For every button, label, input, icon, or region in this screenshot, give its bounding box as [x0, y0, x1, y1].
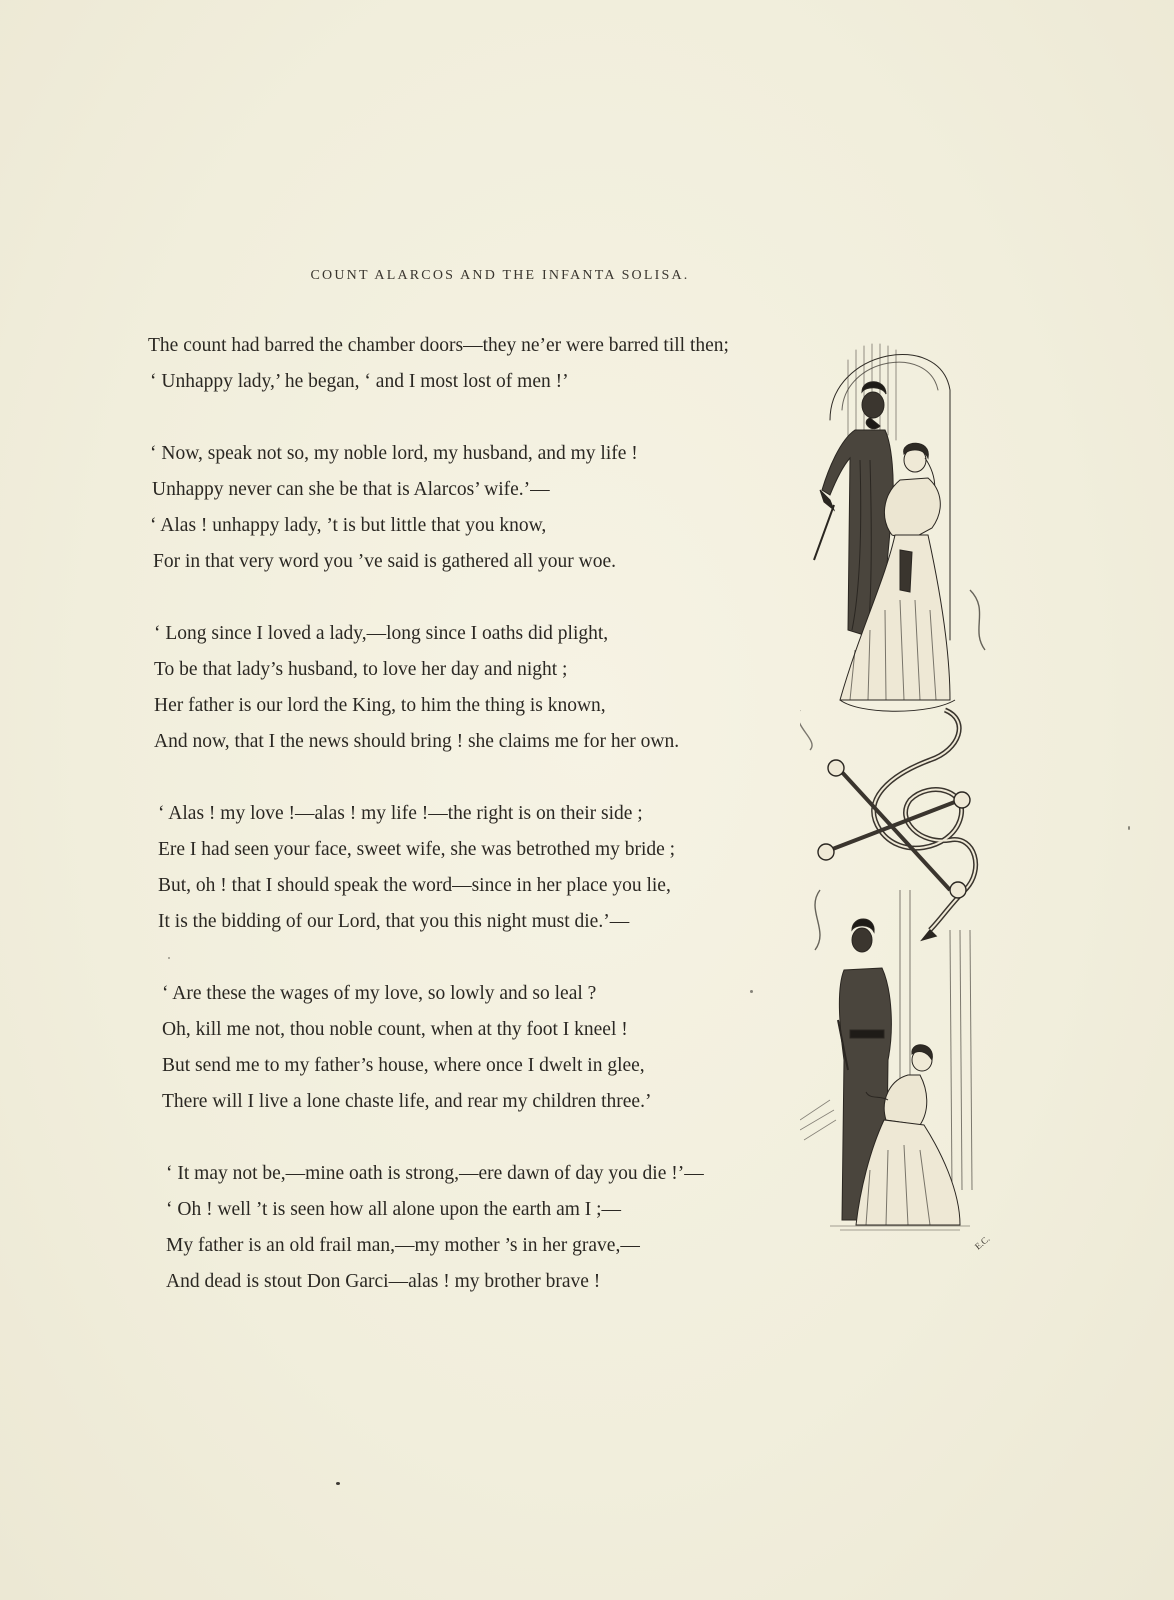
verse-line: ‘ Oh ! well ’t is seen how all alone upon the earth am I ;—	[166, 1199, 622, 1220]
verse-line: ‘ Alas ! my love !—alas ! my life !—the right is on their side ;	[158, 803, 643, 824]
verse-line: ‘ Long since I loved a lady,—long since I oaths did plight,	[154, 623, 609, 644]
verse-line: Ere I had seen your face, sweet wife, she was betrothed my bride ;	[158, 839, 676, 860]
verse-line: But send me to my father’s house, where once I dwelt in glee,	[162, 1055, 645, 1076]
verse-line: ‘ It may not be,—mine oath is strong,—ere dawn of day you die !’—	[166, 1163, 704, 1184]
paper-speck	[168, 957, 170, 959]
verse-line: ‘ Unhappy lady,’ he began, ‘ and I most lost of men !’	[150, 371, 569, 392]
paper-speck	[750, 990, 753, 993]
verse-line: Oh, kill me not, thou noble count, when at thy foot I kneel !	[162, 1019, 628, 1040]
verse-line: Unhappy never can she be that is Alarcos’ wife.’—	[152, 479, 550, 500]
paper-speck	[1128, 826, 1130, 830]
stanza	[154, 616, 790, 760]
artist-signature: E.C.	[972, 1233, 992, 1252]
verse-line: The count had barred the chamber doors—they ne’er were barred till then;	[148, 335, 729, 356]
verse-line: But, oh ! that I should speak the word—since in her place you lie,	[158, 875, 671, 896]
stanza	[158, 796, 790, 940]
verse-line: To be that lady’s husband, to love her day and night ;	[154, 659, 568, 680]
verse-line: For in that very word you ’ve said is gathered all your woe.	[153, 551, 617, 572]
stanza	[150, 328, 790, 400]
poem-text	[150, 328, 790, 1336]
verse-line: It is the bidding of our Lord, that you this night must die.’—	[158, 911, 630, 932]
verse-line: And dead is stout Don Garci—alas ! my brother brave !	[166, 1271, 601, 1292]
verse-line: ‘ Alas ! unhappy lady, ’t is but little that you know,	[150, 515, 547, 536]
paper-speck	[336, 1482, 340, 1485]
stanza	[150, 436, 790, 580]
verse-line: My father is an old frail man,—my mother ’s in her grave,—	[166, 1235, 640, 1256]
verse-line: There will I live a lone chaste life, and rear my children three.’	[162, 1091, 652, 1112]
engraved-illustration	[800, 330, 1030, 1270]
verse-line: ‘ Now, speak not so, my noble lord, my husband, and my life !	[150, 443, 638, 464]
stanza	[166, 1156, 790, 1300]
verse-line: Her father is our lord the King, to him the thing is known,	[154, 695, 606, 716]
stanza	[162, 976, 790, 1120]
running-head: COUNT ALARCOS AND THE INFANTA SOLISA.	[310, 268, 690, 283]
verse-line: ‘ Are these the wages of my love, so lowly and so leal ?	[162, 983, 597, 1004]
illustration-svg	[800, 330, 1030, 1270]
verse-line: And now, that I the news should bring ! she claims me for her own.	[154, 731, 680, 752]
